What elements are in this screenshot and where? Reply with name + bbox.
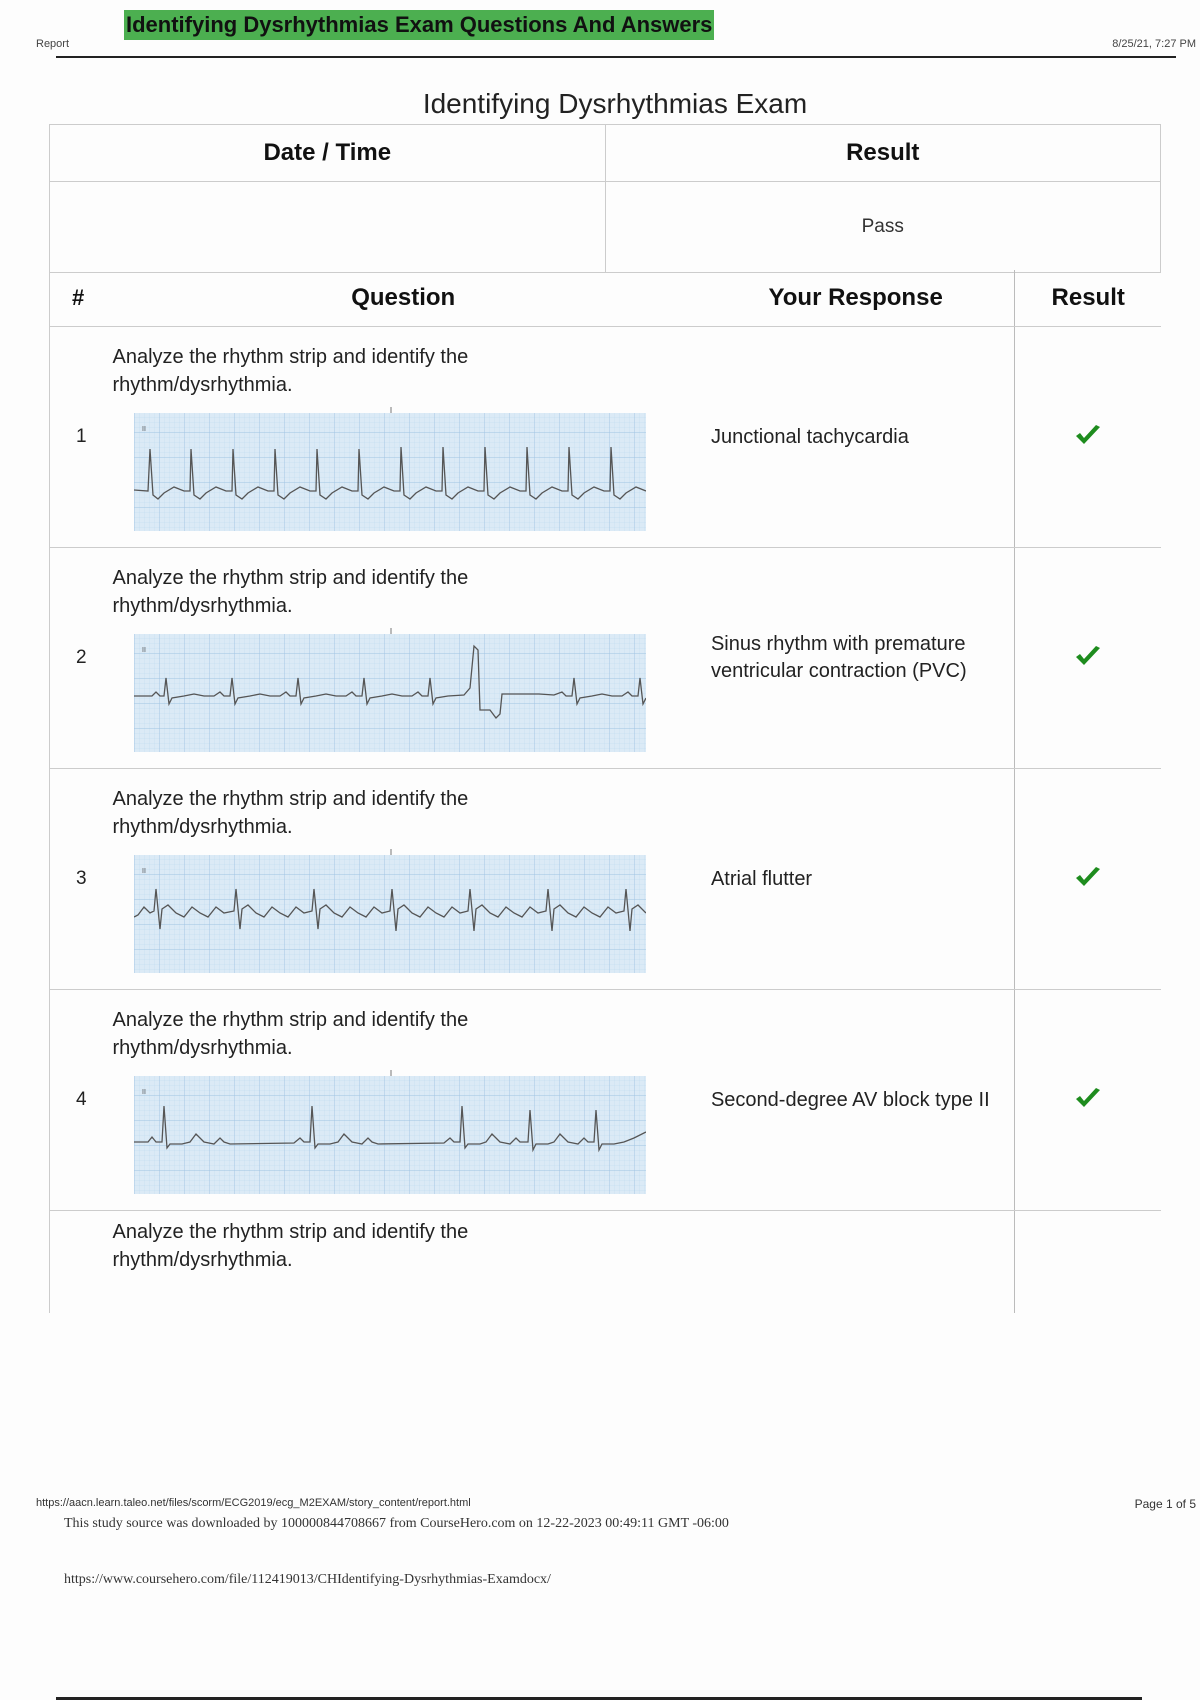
lead-label: II — [142, 868, 147, 875]
coursehero-url[interactable]: https://www.coursehero.com/file/112419013/CHIdentifying-Dysrhythmias-Examdocx/ — [64, 1572, 551, 1587]
question-cell — [109, 769, 696, 990]
question-text: Analyze the rhythm strip and identify the rhythm/dysrhythmia. — [112, 1009, 469, 1059]
header-number: # — [50, 270, 110, 327]
question-number: 1 — [50, 327, 110, 548]
ecg-rhythm-strip — [134, 407, 646, 531]
report-label: Report — [36, 38, 70, 50]
table-row — [50, 769, 1162, 990]
report-date: 8/25/21, 7:27 PM — [1112, 38, 1196, 50]
header-your-response: Your Response — [697, 270, 1015, 327]
header-divider — [56, 56, 1176, 58]
question-cell — [109, 327, 696, 548]
header-result: Result — [1015, 270, 1161, 327]
table-row — [50, 1211, 1162, 1314]
summary-date-time — [50, 182, 606, 273]
question-number — [50, 1211, 110, 1314]
question-number: 4 — [50, 990, 110, 1211]
table-row — [50, 990, 1162, 1211]
result-cell — [1015, 548, 1161, 769]
summary-header-result: Result — [605, 125, 1161, 182]
table-row — [50, 548, 1162, 769]
response-text: Second-degree AV block type II — [697, 990, 1015, 1211]
questions-table — [49, 270, 1161, 1313]
result-cell — [1015, 1211, 1161, 1314]
ecg-rhythm-strip — [134, 849, 646, 973]
question-cell — [109, 990, 696, 1211]
page-number: Page 1 of 5 — [1134, 1497, 1196, 1511]
response-text: Sinus rhythm with premature ventricular contraction (PVC) — [697, 548, 1015, 769]
question-text: Analyze the rhythm strip and identify the rhythm/dysrhythmia. — [112, 788, 469, 838]
lead-label: II — [142, 1089, 147, 1096]
question-text: Analyze the rhythm strip and identify the rhythm/dysrhythmia. — [112, 567, 469, 617]
checkmark-icon — [1074, 865, 1102, 894]
question-number: 3 — [50, 769, 110, 990]
question-text: Analyze the rhythm strip and identify the rhythm/dysrhythmia. — [112, 1221, 469, 1271]
document-title: Identifying Dysrhythmias Exam Questions And Answers — [124, 10, 714, 40]
ecg-rhythm-strip — [134, 1070, 646, 1194]
checkmark-icon — [1074, 644, 1102, 673]
lead-label: II — [142, 426, 147, 433]
question-number: 2 — [50, 548, 110, 769]
checkmark-icon — [1074, 1086, 1102, 1115]
summary-result: Pass — [605, 182, 1161, 273]
result-cell — [1015, 990, 1161, 1211]
response-text: Atrial flutter — [697, 769, 1015, 990]
checkmark-icon — [1074, 423, 1102, 452]
ecg-rhythm-strip — [134, 628, 646, 752]
table-row — [50, 327, 1162, 548]
summary-header-date-time: Date / Time — [50, 125, 606, 182]
source-url[interactable]: https://aacn.learn.taleo.net/files/scorm/ECG2019/ecg_M2EXAM/story_content/report.html — [36, 1497, 471, 1509]
result-cell — [1015, 769, 1161, 990]
exam-title: Identifying Dysrhythmias Exam — [422, 88, 808, 119]
lead-label: II — [142, 647, 147, 654]
question-cell — [109, 548, 696, 769]
response-text — [697, 1211, 1015, 1314]
summary-table — [49, 124, 1161, 273]
study-source-notice: This study source was downloaded by 100000844708667 from CourseHero.com on 12-22-2023 00:49:11 GMT -06:00 — [64, 1516, 729, 1531]
response-text: Junctional tachycardia — [697, 327, 1015, 548]
result-cell — [1015, 327, 1161, 548]
question-text: Analyze the rhythm strip and identify the rhythm/dysrhythmia. — [112, 346, 469, 396]
header-question: Question — [109, 270, 696, 327]
question-cell — [109, 1211, 696, 1314]
